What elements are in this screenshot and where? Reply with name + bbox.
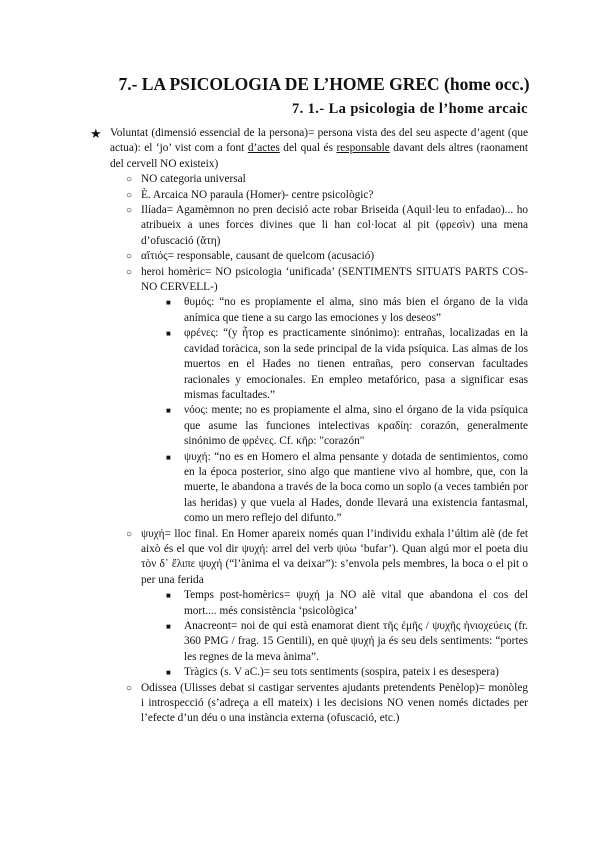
square-bullet-icon: ■ [166, 452, 171, 462]
square-bullet-icon: ■ [166, 668, 171, 678]
voluntat-text-prefix: Voluntat (dimensió essencial de la persona)= persona vista des del seu aspecte d’agent (que actua): el ‘jo’ vist com a font [110, 127, 528, 155]
circle-bullet-icon: ○ [126, 205, 133, 217]
list-item-text: νόος: mente; no es propiamente el alma, sino el órgano de la vida psíquica que asume las funciones intelectivas κραδίη: corazón, generalmente sinónimo de φρένες. Cf. κῆρ: "corazón" [184, 404, 528, 448]
list-item-text: Tràgics (s. V aC.)= seu tots sentiments (sospira, pateix i es desespera) [184, 666, 499, 679]
list-item-text: ψυχή: “no es en Homero el alma pensante y dotada de sentimientos, como en la época posterior, sino algo que mantiene vivo al hombre, que, con la muerte, le abandona a través de la boca como un soplo (a veces también por las heridas) y que vuela al Hades, donde llevará una existencia fantasmal, como un mero reflejo del difunto.” [184, 450, 528, 525]
list-item [88, 203, 528, 249]
list-item-text: Odissea (Ulisses debat si castigar serventes ajudants pretendents Penèlop)= monòleg i introspecció (s’adreça a ell mateix) i les decisions NO venen només dictades per l’efecte d’un déu o una instància externa (ofuscació, etc.) [141, 681, 528, 725]
list-item-text: Anacreont= noi de qui està enamorat dient τῆς ἐμῆς / ψυχῆς ἡνιοχεύεις (fr. 360 PMG / frag. 15 Gentili), en què ψυχή ja és seu dels sentiments: “portes les regnes de la meva ànima”. [184, 620, 528, 663]
list-item-text: αἴτιός= responsable, causant de quelcom (acusació) [141, 250, 375, 263]
square-bullet-icon: ■ [166, 298, 171, 308]
circle-bullet-icon: ○ [126, 528, 133, 540]
list-item-text: Temps post-homèrics= ψυχή ja NO alè vital que abandona el cos del mort.... més consistència ‘psicològica’ [184, 589, 528, 617]
circle-bullet-icon: ○ [126, 251, 133, 263]
square-bullet-icon: ■ [166, 406, 171, 416]
voluntat-text-suffix: davant dels altres (raonament del cervell NO existeix) [110, 142, 529, 170]
section-subtitle: 7. 1.- La psicologia de l’home arcaic [291, 101, 528, 117]
list-item [88, 403, 528, 449]
list-item-voluntat [88, 126, 528, 172]
outline-content [88, 126, 528, 727]
circle-bullet-icon: ○ [126, 682, 133, 694]
list-item [88, 665, 528, 680]
list-item [88, 588, 528, 619]
list-item-text: θυμός: “no es propiamente el alma, sino más bien el órgano de la vida anímica que tiene a su cargo las emociones y los deseos” [184, 296, 528, 324]
circle-bullet-icon: ○ [126, 174, 133, 186]
list-item [88, 172, 528, 187]
list-item [88, 249, 528, 264]
list-item [88, 188, 528, 203]
list-item-text: heroi homèric= NO psicologia ‘unificada’ (SENTIMENTS SITUATS PARTS COS- NO CERVELL-) [141, 265, 528, 294]
list-item-text: Ilíada= Agamèmnon no pren decisió acte robar Briseida (Aquil·leu to enfadao)... ho atribueix a unes forces divines que li han col·locat al pit (φρεσὶν) una mena d’ofuscació (ἄτη) [141, 204, 528, 247]
circle-bullet-icon: ○ [126, 189, 133, 201]
list-item [88, 619, 528, 665]
voluntat-underline-actes: d’actes [247, 142, 280, 155]
list-item-text: ψυχή= lloc final. En Homer apareix només quan l’individu exhala l’últim alè (de fet això és el que vol dir ψυχή: arrel del verb ψύω ‘bufar’). Quan algú mor el poeta diu τὸν δ᾽ ἔλιπε ψυχή (“l’ànima el va deixar”): s’envola pels membres, la boca o el pit o per una ferida [141, 527, 528, 586]
list-item-text: φρένες: “(y ἦτορ es practicamente sinónimo): entrañas, localizadas en la cavidad toràcica, son la sede principal de la vida psíquica. Las almas de los muertos en el Hades no tienen entrañas, pero conservan facultades racionales y emocionales. En empleo metafórico, pasa a significar esas mismas facultades.” [184, 327, 528, 401]
square-bullet-icon: ■ [166, 622, 171, 631]
list-item [88, 295, 528, 326]
square-bullet-icon: ■ [166, 329, 171, 339]
circle-bullet-icon: ○ [126, 266, 133, 278]
list-item [88, 326, 528, 403]
page-title: 7.- LA PSICOLOGIA DE L’HOME GREC (home occ.) [118, 74, 530, 94]
list-item [88, 681, 528, 727]
list-item-text: È. Arcaica NO paraula (Homer)- centre psicològic? [141, 188, 374, 201]
square-bullet-icon: ■ [166, 591, 171, 601]
list-item [88, 450, 528, 527]
list-item-text: NO categoria universal [141, 173, 246, 186]
list-item [88, 527, 528, 589]
voluntat-text-mid: del qual és [279, 142, 337, 155]
list-item [88, 265, 528, 296]
star-bullet-icon: ★ [90, 126, 102, 141]
voluntat-underline-responsable: responsable [336, 142, 390, 155]
